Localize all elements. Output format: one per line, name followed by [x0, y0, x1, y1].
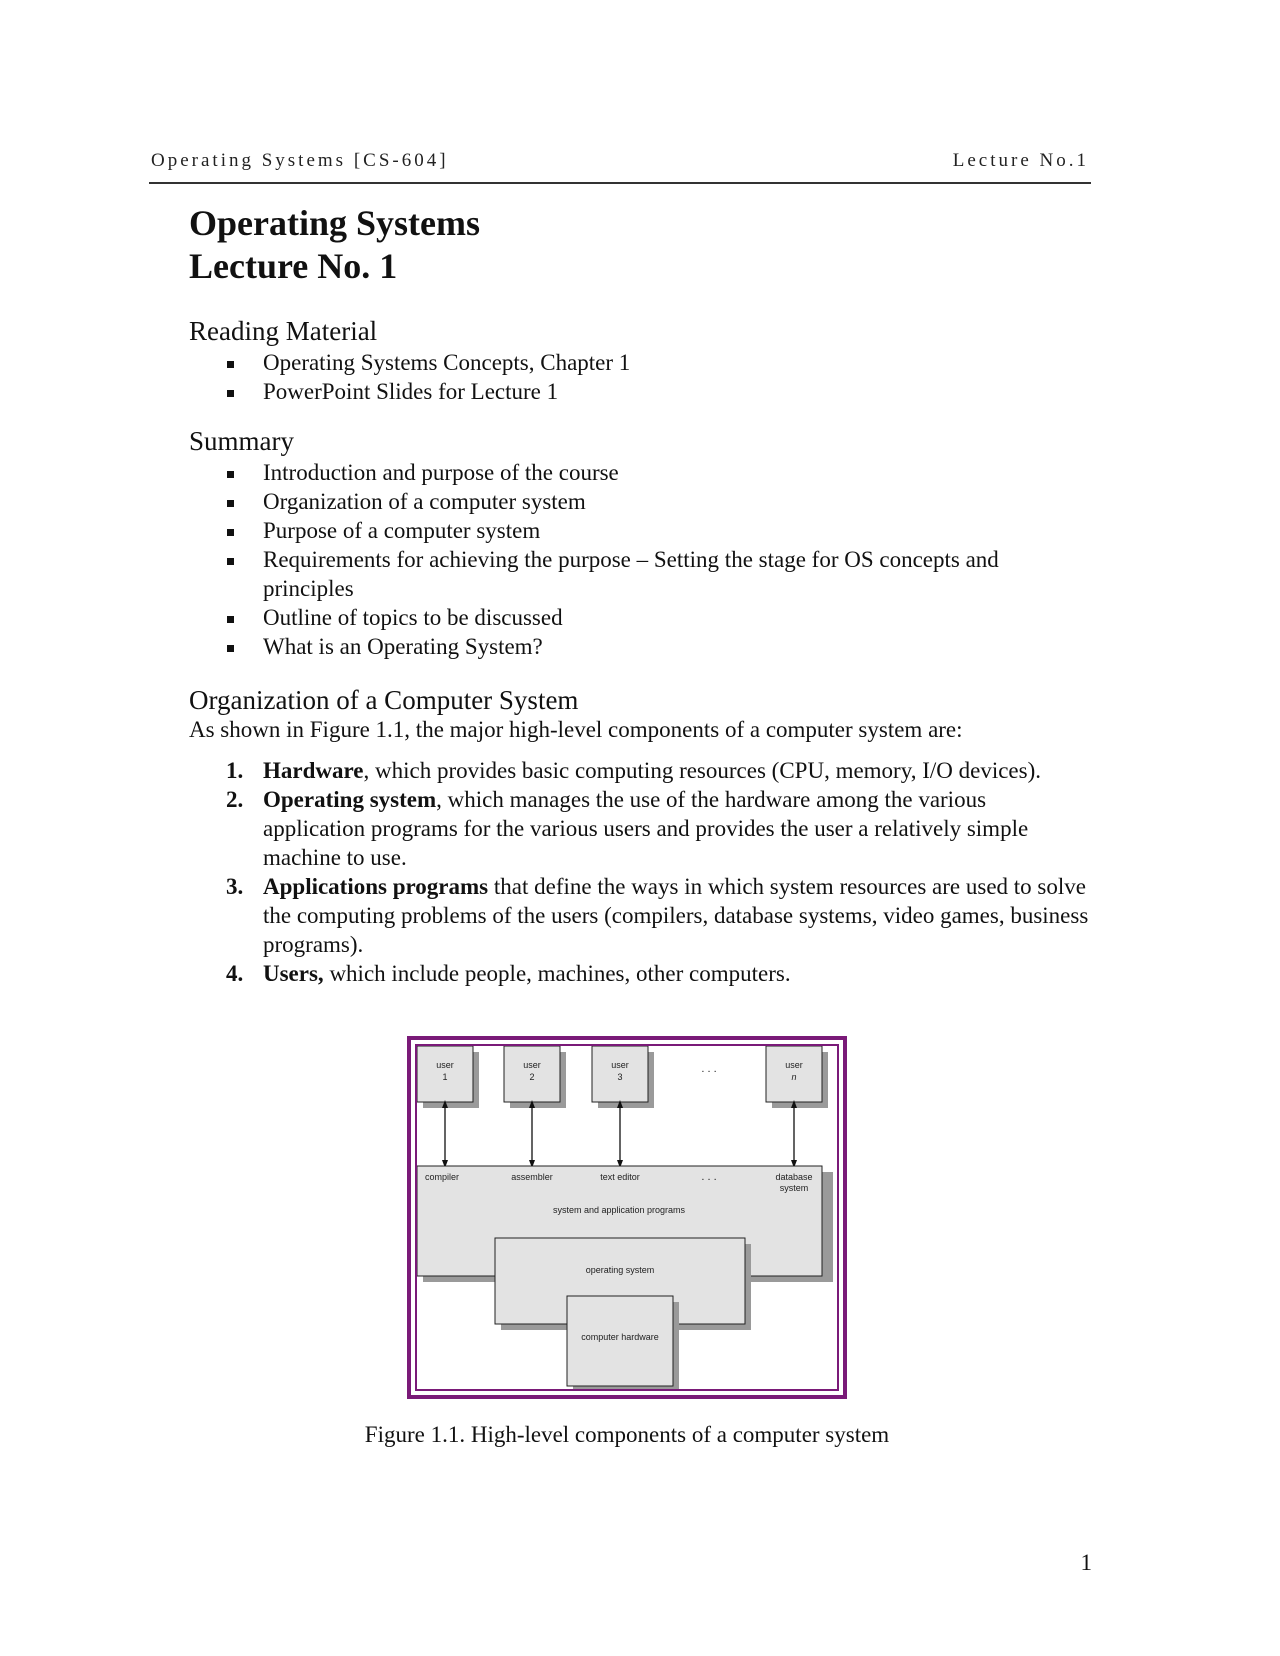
- database-system-label: system: [779, 1183, 809, 1193]
- item-text: which include people, machines, other computers.: [323, 961, 791, 986]
- running-header-course: Operating Systems [CS-604]: [151, 150, 449, 171]
- user-box-index: 3: [617, 1072, 623, 1082]
- list-item: [189, 785, 1089, 872]
- user-box-n: [766, 1046, 828, 1108]
- item-text: that define the ways in which system resources are used to solve the computing problems of the users (compilers, database systems, video games, business programs).: [263, 874, 1089, 957]
- running-header-lecture: Lecture No.1: [952, 150, 1089, 171]
- user-box-index: 2: [529, 1072, 535, 1082]
- item-number: 1.: [226, 758, 244, 783]
- components-diagram: [417, 1046, 837, 1389]
- figure-caption: Figure 1.1. High-level components of a computer system: [364, 1422, 890, 1447]
- user-box-label: user: [523, 1060, 541, 1070]
- organization-intro: As shown in Figure 1.1, the major high-level components of a computer system are:: [189, 717, 963, 742]
- compiler-label: compiler: [425, 1172, 460, 1182]
- figure-inner-frame: [415, 1044, 839, 1391]
- assembler-label: assembler: [511, 1172, 553, 1182]
- title-line-course: Operating Systems: [189, 203, 480, 243]
- reading-material-heading: Reading Material: [189, 316, 378, 346]
- summary-heading: Summary: [189, 426, 294, 456]
- list-item: Operating Systems Concepts, Chapter 1: [189, 348, 1089, 377]
- list-item: [189, 959, 1089, 988]
- operating-system-label: operating system: [585, 1265, 655, 1275]
- summary-list: [189, 458, 1089, 661]
- item-term: Applications programs: [263, 874, 489, 899]
- programs-ellipsis: . . .: [701, 1171, 717, 1183]
- user-box-3: [592, 1046, 654, 1108]
- item-text: , which provides basic computing resources (CPU, memory, I/O devices).: [363, 758, 1042, 783]
- running-header: [149, 146, 1091, 184]
- list-item: Organization of a computer system: [189, 487, 1089, 516]
- item-number: 4.: [226, 961, 244, 986]
- title-line-lecture: Lecture No. 1: [189, 246, 398, 286]
- database-label: database: [775, 1172, 813, 1182]
- user-box-1: [417, 1046, 479, 1108]
- item-text: , which manages the use of the hardware among the various application programs for the various users and provides the user a relatively simple machine to use.: [263, 787, 1029, 870]
- document-title: [189, 202, 480, 288]
- item-term: Operating system: [263, 787, 437, 812]
- item-number: 3.: [226, 874, 244, 899]
- list-item: What is an Operating System?: [189, 632, 1089, 661]
- figure-1-1: [407, 1036, 847, 1399]
- text-editor-label: text editor: [600, 1172, 640, 1182]
- programs-layer-label: system and application programs: [552, 1205, 686, 1215]
- list-item: Introduction and purpose of the course: [189, 458, 1089, 487]
- components-list: [189, 756, 1089, 988]
- users-ellipsis: . . .: [701, 1063, 717, 1075]
- list-item: PowerPoint Slides for Lecture 1: [189, 377, 1089, 406]
- user-box-2: [504, 1046, 566, 1108]
- user-box-label: user: [436, 1060, 454, 1070]
- list-item: Purpose of a computer system: [189, 516, 1089, 545]
- reading-material-list: [189, 348, 1089, 406]
- item-number: 2.: [226, 787, 244, 812]
- user-box-index: 1: [442, 1072, 448, 1082]
- list-item: [189, 756, 1089, 785]
- item-term: Users,: [263, 961, 324, 986]
- user-box-index: n: [791, 1072, 797, 1082]
- list-item: Outline of topics to be discussed: [189, 603, 1089, 632]
- list-item: [189, 872, 1089, 959]
- page-number: 1: [1080, 1550, 1092, 1575]
- computer-hardware-layer: [567, 1296, 679, 1389]
- computer-hardware-label: computer hardware: [581, 1332, 659, 1342]
- list-item: Requirements for achieving the purpose – Setting the stage for OS concepts and principles: [189, 545, 1089, 603]
- organization-heading: Organization of a Computer System: [189, 685, 579, 715]
- user-box-label: user: [785, 1060, 803, 1070]
- user-box-label: user: [611, 1060, 629, 1070]
- item-term: Hardware: [263, 758, 364, 783]
